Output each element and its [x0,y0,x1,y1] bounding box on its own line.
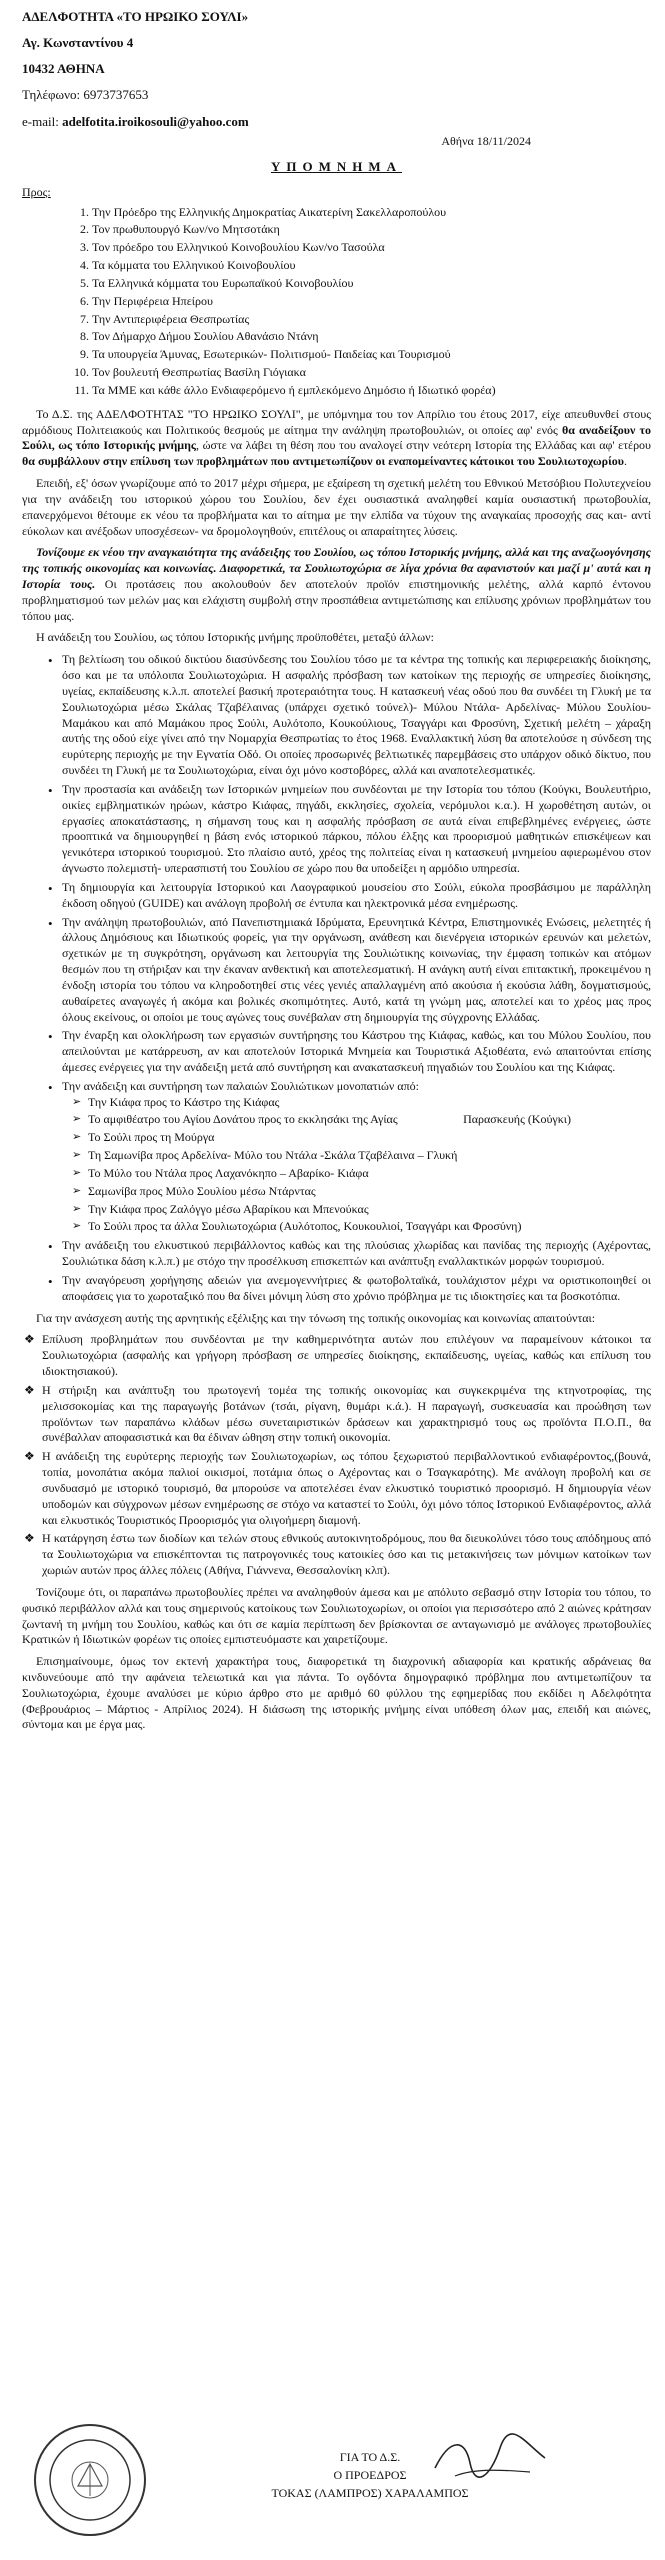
proposal-item [62,1079,651,1235]
sender-email-line [22,113,651,130]
recipient-item: 11. Τα ΜΜΕ και κάθε άλλο Ενδιαφερόμενο ή εμπλεκόμενο Δημόσιο ή Ιδιωτικό φορέα) [92,383,651,399]
document-title: ΥΠΟΜΝΗΜΑ [270,158,403,174]
paragraph-3 [22,545,651,624]
trail-item [88,1095,651,1111]
recipient-item: 6. Την Περιφέρεια Ηπείρου [92,294,651,310]
proposal-item: • Τη βελτίωση του οδικού δικτύου διασύνδεσης του Σουλίου τόσο με τα κέντρα της τοπικής και περιφερειακής διοίκησης, όσο και με τα υπόλοιπα Σουλιωτοχώρια. Η ασφαλής πρόσβαση των κατοίκων της περιοχής σε υπηρεσίες διοίκησης, υγείας, εκπαίδευσης κ.λ.π. αποτελεί βασική προτεραιότητα τους. Η κατασκευή νέας οδού που θα συνδέει τη Γλυκή με τα Σουλιωτοχώρια μέσω Σκάλας Τζαβέλαινας (υπάρχει σχετικό τούνελ)- Μύλου Ντάλα- Αρδελίνας- Μύλου Σουλίου- Μαμάκου και από Μαμάκου προς Σούλι, Αυλότοπο, Κουκούλιους, Τσαγγάρι και Φροσύνη, Σχετική μελέτη – χάραξη αυτής της οδού είχε γίνει από την Νομαρχία Θεσπρωτίας το έτος 1968. Εναλλακτική λύση θα αποτελούσε η σύνδεση της ευρύτερης περιοχής με την Εγνατία Οδό. Οι οποίες προσωρινές βελτιωτικές παρεμβάσεις στο υπάρχον οδικό δίκτυο, που συνδέει τη Γλυκή με τα Σουλιωτοχώρια, είναι όχι μόνο κοστοβόρες, αλλά και αναποτελεσματικές. [62,652,651,779]
trail-item [88,1184,651,1200]
intro-text-1: Το Δ.Σ. της ΑΔΕΛΦΟΤΗΤΑΣ "ΤΟ ΗΡΩΙΚΟ ΣΟΥΛΙ", με υπόμνημα του τον Απρίλιο του έτους 2017, είχε απευθυνθεί στους αρμόδιους Πολιτειακούς και Πολιτικούς θεσμούς με αίτημα την ανάληψη πρωτοβουλιών, οι οποίες αφ' ενός [22,406,651,437]
proposal-item: • Την προστασία και ανάδειξη των Ιστορικών μνημείων που συνδέονται με την Ιστορία του τόπου (Κούγκι, Βουλευτήριο, οικίες εμβληματικών ηρώων, κάστρο Κιάφας, πηγάδι, εκκλησίες, σχολεία, νερόμυλοι κ.α.). Η χωροθέτηση αυτών, οι εργασίες αποκατάστασης, η σήμανση τους και η ασφαλής πρόσβαση σε αυτά είναι επιβεβλημένες ενέργειες, ώστε προοπτικά να δημιουργηθεί η βάση ενός ιστορικού πάρκου, πόλου έλξης και προορισμού μαθητικών επισκέψεων και γενικότερα ιστορικού τουρισμού. Στο πλαίσιο αυτό, χρέος της πολιτείας είναι η κατασκευή μνημείου αφιερωμένου στον άγνωστο πολεμιστή- υπερασπιστή του Σουλίου σε χώρο που θα υποδείξει η αρμόδιο υπηρεσία. [62,782,651,877]
recipient-item: 4. Τα κόμματα του Ελληνικού Κοινοβουλίου [92,258,651,274]
recipient-item: 2. Τον πρωθυπουργό Κων/νο Μητσοτάκη [92,222,651,238]
requirements-list [22,1332,651,1578]
recipient-item: 7. Την Αντιπεριφέρεια Θεσπρωτίας [92,312,651,328]
requirement-item: ❖ Η κατάργηση έστω των διοδίων και τελών στους εθνικούς αυτοκινητοδρόμους, που θα διευκολύνει τόσο τους απόδημους από τα Σουλιωτοχώρια να επισκέπτονται τις πατρογονικές τους κατοικίες όσο και τις μετακινήσεις των μόνιμων κατοίκων των χωριών αυτών προς άλλες πόλεις (Αθήνα, Γιάννενα, Θεσσαλονίκη κλπ). [42,1531,651,1578]
paragraph-3-rest: Οι προτάσεις που ακολουθούν δεν αποτελούν προϊόν επιστημονικής μελέτης, αλλά καρπό έντονου προβληματισμού των μελών μας και ελάχιστη συμβολή στην προσπάθεια αντιμετώπισης και επίλυσης χρόνιων προβλημάτων του τόπου μας. [22,576,651,623]
trail-item [88,1130,651,1146]
requirement-item: ❖ Επίλυση προβλημάτων που συνδέονται με την καθημερινότητα αυτών που επιλέγουν να παραμείνουν κάτοικοι τα Σουλιωτοχώρια (ασφαλής και γρήγορη πρόσβαση σε υπηρεσίες διοίκησης, εκπαίδευσης, υγείας, καθώς και επίλυση του ιδιοκτησιακού). [42,1332,651,1379]
handwritten-signature-icon [430,2428,550,2488]
trail-item [88,1219,651,1235]
paragraph-4: Η ανάδειξη του Σουλίου, ως τόπου Ιστορικής μνήμης προϋποθέτει, μεταξύ άλλων: [36,630,434,645]
recipient-item: 5. Τα Ελληνικά κόμματα του Ευρωπαϊκού Κοινοβουλίου [92,276,651,292]
recipients-list [22,205,651,399]
sender-phone: Τηλέφωνο: 6973737653 [22,87,149,103]
closing-paragraph-1: Τονίζουμε ότι, οι παραπάνω πρωτοβουλίες πρέπει να αναληφθούν άμεσα και με απόλυτο σεβασμό στην Ιστορία του τόπου, το φυσικό περιβάλλον αλλά και τους σημερινούς κατοίκους των Σουλιωτοχωρίων, οι οποίοι για περισσότερο από 2 αιώνες κράτησαν ζωντανή τη μνήμη του Σουλίου, καθώς και ότι σε καμία περίπτωση δεν βρίσκονται σε ανταγωνισμό με ανάλογες πρωτοβουλίες Κρατικών ή Ιδιωτικών φορέων τις οποίες εμπιστευόμαστε και χαιρετίζουμε. [22,1584,651,1647]
intro-bold-1: θα αναδείξουν το Σούλι, ως τόπο Ιστορικής μνήμης [22,422,652,453]
proposal-item: • Την έναρξη και ολοκλήρωση των εργασιών συντήρησης του Κάστρου της Κιάφας, καθώς, και του Μύλου Σουλίου, που απειλούνται με κατάρρευση, αν και αποτελούν Ιστορικά Μνημεία και Τουριστικά Αξιοθέατα, ενώ απαιτούνται επίσης άμεσες ενέργειες για την ανάδειξη μετά από συντήρηση και ανακατασκευή πηγαδιών του Σουλίου και της Κιάφας. [62,1028,651,1075]
trail-text: Τη Σαμωνίβα προς Αρδελίνα- Μύλο του Ντάλα -Σκάλα Τζαβέλαινα – Γλυκή [88,1148,458,1163]
email-label: e-mail: [22,113,63,129]
recipient-item: 3. Τον πρόεδρο του Ελληνικού Κοινοβουλίου Κων/νο Τασούλα [92,240,651,256]
proposal-item: • Την αναγόρευση χορήγησης αδειών για ανεμογεννήτριες & φωτοβολταϊκά, τουλάχιστον μέχρι να οριστικοποιηθεί οι αποφάσεις για το χωροταξικό που θα δίνει μόνιμη λύση στο χρόνιο πρόβλημα με τις ιδιοκτησίες και τα βοσκοτόπια. [62,1273,651,1305]
trail-text: Το Σούλι προς τα άλλα Σουλιωτοχώρια (Αυλότοπος, Κουκουλιοί, Τσαγγάρι και Φροσύνη) [88,1219,522,1234]
proposal-item: • Τη δημιουργία και λειτουργία Ιστορικού και Λαογραφικού μουσείου στο Σούλι, εύκολα προσβάσιμου με παράλληλη έκδοση οδηγού (GUIDE) και ανάλογη προβολή σε έντυπα και ηλεκτρονικά μέσα ενημέρωσης. [62,880,651,912]
paragraph-5: Για την ανάσχεση αυτής της αρνητικής εξέλιξης και την τόνωση της τοπικής οικονομίας και κοινωνίας απαιτούνται: [36,1310,596,1325]
intro-text-3: . [624,454,628,469]
requirement-item: ❖ Η ανάδειξη της ευρύτερης περιοχής των Σουλιωτοχωρίων, ως τόπου ξεχωριστού περιβαλλοντικού ενδιαφέροντος,(βουνά, τοπία, μονοπάτια ακόμα παλιοί οικισμοί, ποτάμια όπως ο Αχέροντας και ο Τσαγκαρότης). Με ανάλογη προβολή και σε συνδυασμό με ιστορικό τουρισμό, θα μπορούσε να αποτελέσει έναν ελκυστικό τουριστικό προορισμό. Η δημιουργία νέων υποδομών και σύγχρονων μέσων ενημέρωσης σε στόχο να καταστεί το Σούλι, όχι μόνο τόπος Ιστορικού Ενδιαφέροντος, αλλά και ελκυστικός Τουριστικός Προορισμός για ολιγοήμερη διαμονή. [42,1449,651,1528]
trails-list [62,1095,651,1236]
association-seal-icon [30,2420,150,2540]
requirement-item: ❖ Η στήριξη και ανάπτυξη του πρωτογενή τομέα της τοπικής οικονομίας και συγκεκριμένα της κτηνοτροφίας, της μελισσοκομίας και της παραγωγής βοτάνων (τσάι, ρίγανη, θυμάρι κ.ά.). Η παραγωγή, συσκευασία και προώθηση των προϊόντων των παραπάνω κλάδων μέσω συνεταιριστικών δράσεων και χαρακτηρισμό τους ως προϊόντα Π.Ο.Π., θα συνέβαλλαν αποφασιστικά και θα έδιναν ώθηση στην τοπική οικονομία. [42,1383,651,1446]
recipients-label: Προς: [22,184,51,199]
trail-text: Την Κιάφα προς το Κάστρο της Κιάφας [88,1094,280,1109]
sender-street: Αγ. Κωνσταντίνου 4 [22,35,134,51]
trail-item [88,1148,651,1164]
paragraph-2: Επειδή, εξ' όσων γνωρίζουμε από το 2017 μέχρι σήμερα, με εξαίρεση τη σχετική μελέτη του Εθνικού Μετσόβιου Πολυτεχνείου για την ανάδειξη του ιστορικού χώρου του Σουλίου, δεν έχει ουσιαστικά αναληφθεί καμία ουσιαστική πρωτοβουλία, επανερχόμενοι θέτουμε εκ νέου τα προβλήματα και το αίτημα με την ελπίδα να τύχουν της αναγκαίας προσοχής σας και- αντί εύκολων και ανέξοδων υποσχέσεων- να δρομολογηθούν, επιτέλους οι απαραίτητες λύσεις. [22,476,651,538]
intro-paragraph [22,407,651,470]
trail-text: Το Σούλι προς τη Μούργα [88,1130,215,1145]
recipient-item: 9. Τα υπουργεία Άμυνας, Εσωτερικών- Πολιτισμού- Παιδείας και Τουρισμού [92,347,651,363]
recipient-item: 8. Τον Δήμαρχο Δήμου Σουλίου Αθανάσιο Ντάνη [92,329,651,345]
closing-paragraph-2: Επισημαίνουμε, όμως τον εκτενή χαρακτήρα τους, διαφορετικά τη διαχρονική αδιαφορία και κρατικής αδράνειας θα κινδυνεύουμε από την αφάνεια τελειωτικά και για πάντα. Το ογδόντα δημογραφικό πρόβλημα που αντιμετωπίζουν τα Σουλιωτοχώρια, έχουμε αναλύσει με κύριο άρθρο στο με αριθμό 60 φύλλου της εφημερίδας που εκδίδει η Αδελφότητα (Φεβρουάριος – Μάρτιος - Απρίλιος 2024). Η διάσωση της ιστορικής μνήμης είναι υπόθεση όλων μας, επειδή και αιώνες, σύντομα και με έργα μας. [22,1654,651,1732]
trail-text: Σαμωνίβα προς Μύλο Σουλίου μέσω Ντάρντας [88,1183,316,1198]
intro-text-2: , ώστε να λάβει τη θέση που του αναλογεί στην νεότερη Ιστορία της Ελλάδας και αφ' ετέρου [196,438,652,453]
trail-text: Την Κιάφα προς Ζαλόγγο μέσω Αβαρίκου και Μπενούκας [88,1201,369,1216]
trail-text: Το Μύλο του Ντάλα προς Λαχανόκηπο – Αβαρίκο- Κιάφα [88,1165,369,1180]
document-date: Αθήνα 18/11/2024 [441,133,531,148]
signature-line-1: ΓΙΑ ΤΟ Δ.Σ. [339,2450,401,2464]
signature-block [0,2420,665,2560]
trail-extra: Παρασκευής (Κούγκι) [463,1112,571,1127]
intro-bold-2: θα συμβάλλουν στην επίλυση των προβλημάτων που αντιμετωπίζουν οι εναπομείναντες κάτοικοι του Σουλιωτοχωρίου [22,454,625,469]
trail-item [88,1112,651,1128]
signature-line-2: Ο ΠΡΟΕΔΡΟΣ [333,2467,407,2482]
paragraph-3-emphasis: Τονίζουμε εκ νέου την αναγκαιότητα της ανάδειξης του Σουλίου, ως τόπου Ιστορικής μνήμης, αλλά και της αναζωογόνησης της τοπικής οικονομίας και κοινωνίας. Διαφορετικά, τα Σουλιωτοχώρια σε λίγα χρόνια θα αφανιστούν και μαζί μ' αυτά και η Ιστορία τους. [22,545,651,591]
sender-city: 10432 ΑΘΗΝΑ [22,61,105,77]
sender-name: ΑΔΕΛΦΟΤΗΤΑ «ΤΟ ΗΡΩΙΚΟ ΣΟΥΛΙ» [22,9,249,24]
trail-item [88,1166,651,1182]
proposal-item: • Την ανάδειξη του ελκυστικού περιβάλλοντος καθώς και της πλούσιας χλωρίδας και πανίδας της περιοχής (Αχέροντας, Σουλιώτικα δάση κ.λ.π.) με στόχο την προσέλκυση επισκεπτών και ανάπτυξη εναλλακτικών μορφών τουρισμού. [62,1238,651,1270]
trails-intro: Την ανάδειξη και συντήρηση των παλαιών Σουλιώτικων μονοπατιών από: [62,1078,419,1093]
signature-line-3: ΤΟΚΑΣ (ΛΑΜΠΡΟΣ) ΧΑΡΑΛΑΜΠΟΣ [271,2485,469,2500]
proposal-item: • Την ανάληψη πρωτοβουλιών, από Πανεπιστημιακά Ιδρύματα, Ερευνητικά Κέντρα, Επιστημονικές Ενώσεις, μελετητές ή άλλους Δημόσιους και Ιδιωτικούς φορείς, για την οργάνωση, ανάθεση και διενέργεια ιστορικών ερευνών και μελετών, σχετικών με τη συγκρότηση, οργάνωση και λειτουργία της Σουλιώτικης κοινωνίας, την έμφαση τοπικών και ατόμων θεσμών που τη στήριξαν και την έκαναν ανθεκτική και αποτελεσματική. Η ανάγκη αυτή είναι επιτακτική, προκειμένου η ένδοξη ιστορία του τόπου να κληροδοτηθεί στις νέες γενιές απαλλαγμένη από ακούσια ή εκούσια λάθη, δογματισμούς, αυθαίρετες αναγωγές ή ακόμα και βολικές σκοπιμότητες. Αυτό, κατά τη γνώμη μας, αποτελεί και το χρέος μας προς όλους εκείνους, οι οποίοι με τους αγώνες τους συνέβαλαν στη δημιουργία της σύγχρονης Ελλάδας. [62,915,651,1026]
recipient-item: 10. Τον βουλευτή Θεσπρωτίας Βασίλη Γιόγιακα [92,365,651,381]
proposals-list [22,652,651,1304]
recipient-item: 1. Την Πρόεδρο της Ελληνικής Δημοκρατίας Αικατερίνη Σακελλαροπούλου [92,205,651,221]
trail-text: Το αμφιθέατρο του Αγίου Δονάτου προς το εκκλησάκι της Αγίας [88,1112,398,1127]
trail-item [88,1202,651,1218]
email-address: adelfotita.iroikosouli@yahoo.com [62,113,249,129]
